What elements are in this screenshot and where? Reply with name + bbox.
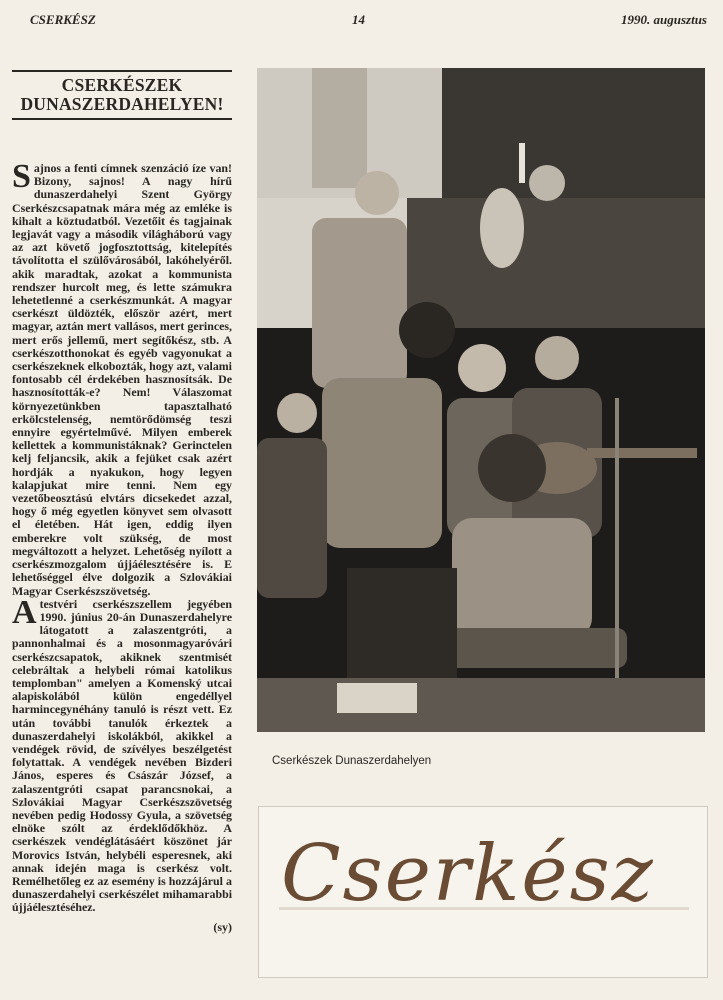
paragraph-1	[12, 158, 232, 598]
article	[12, 70, 232, 934]
article-title-line1: CSERKÉSZEK	[61, 75, 183, 95]
page-header	[0, 12, 723, 34]
photo-caption: Cserkészek Dunaszerdahelyen	[272, 755, 432, 767]
author-signature: (sy)	[213, 919, 232, 934]
dropcap-2: A	[12, 593, 37, 631]
publication-name: CSERKÉSZ	[30, 12, 96, 27]
page-number: 14	[352, 12, 365, 27]
photo-illustration	[257, 68, 705, 732]
article-title	[12, 72, 232, 118]
cserkesz-logo: Cserkész	[281, 829, 655, 919]
paragraph-2	[12, 593, 232, 915]
article-body	[12, 158, 232, 934]
cserkesz-logo-box	[258, 806, 708, 978]
title-bottom-rule	[12, 118, 232, 120]
article-title-line2: DUNASZERDAHELYEN!	[20, 94, 224, 114]
dropcap-1: S	[12, 158, 31, 195]
scout-photo	[257, 68, 705, 732]
issue-date: 1990. augusztus	[621, 12, 707, 27]
paragraph-2-text: testvéri cserkészszellem jegyében 1990. június 20-án Dunaszerdahelyre látogatott a zalaszentgróti, a pannonhalmai és a mosonmagyaróvári cserkészcsapatok, akiknek szentmisét celebráltak a helybeli római katolikus templomban" amelyen a Komenský utcai alapiskolából külön engedéllyel harmincegynéhány tanuló is részt vett. Ez után további tanulók érkeztek a dunaszerdahelyi iskolákból, akikkel a vendégek rövid, de szívélyes beszélgetést folytattak. A vendégek nevében Bizderi János, esperes és Császár József, a zalaszentgróti csapat parancsnokai, a Szlovákiai Magyar Cserkészszövetség nevében pedig Hodossy Gyula, a szövetség elnöke szólt az érdeklődőkhöz. A cserkészek vendéglátásáért köszönet jár Morovics István, helybéli esperesnek, aki annak idején maga is cserkész volt. Remélhetőleg ez az esemény is hozzájárul a dunaszerdahelyi cserkészélet mihamarabbi újjáélesztéséhez.	[12, 596, 232, 915]
paragraph-1-text: ajnos a fenti címnek szenzáció íze van! Bizony, sajnos! A nagy hírű dunaszerdahelyi Szent György Cserkészcsapatnak mára még az emléke is kihalt a köztudatból. Vezetőit és tagjainak legjavát vagy a második világháború vagy az azt követő jogfosztottság, kitelepítés távolította el szülővárosából, lakóhelyéről. akik maradtak, azokat a kommunista rendszer hurcolt meg, és lette számukra lehetetlenné a cserkészmunkát. A magyar cserkészt üldözték, először azért, mert magyar, aztán mert vallásos, mert gerinces, mert erős jellemű, mert segítőkész, stb. A cserkészotthonokat és egyéb vagyonukat a cserkészeknek elkobozták, hogy azt, valami fontosabb cél érdekében hasznosítsák. De hasznosították-e? Nem! Válaszomat környezetünkben tapasztalható erkölcstelenség, nemtörődömség teszi ennyire egyértelművé. Milyen emberek kellettek a kommunistáknak? Gerinctelen kelj feljancsik, akik a fejüket csak azért hordják a nyakukon, hogy legyen kalapjukat mire tenni. Nem egy vezetőbeosztású elvtárs dicsekedet azzal, hogy ő még egyetlen könyvet sem olvasott el életében. Hát igen, eddig ilyen emberekre volt szükség, de most megváltozott a helyzet. Lehetőség nyílott a cserkészmozgalom újjáélesztésére is. E lehetőséggel élve dolgozik a Szlovákiai Magyar Cserkészszövetség.	[12, 161, 232, 598]
